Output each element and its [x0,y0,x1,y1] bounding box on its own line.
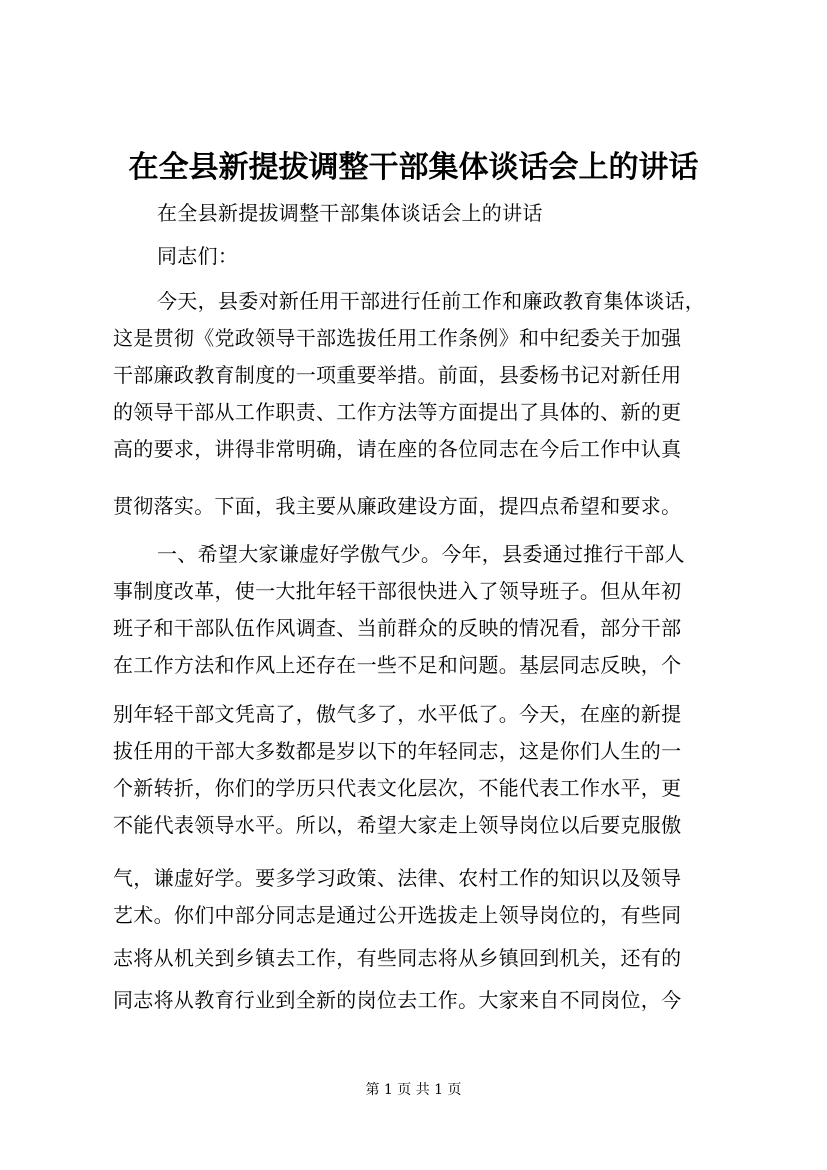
document-title: 在全县新提拔调整干部集体谈话会上的讲话 [128,150,699,185]
body-line: 艺术。你们中部分同志是通过公开选拔走上领导岗位的，有些同 [113,903,682,927]
body-line: 一、希望大家谦虚好学傲气少。今年，县委通过推行干部人 [157,542,685,566]
salutation-line: 同志们： [157,244,239,268]
body-line: 班子和干部队伍作风调查、当前群众的反映的情况看，部分干部 [113,616,682,640]
page-number-footer: 第 1 页 共 1 页 [365,1082,462,1098]
body-line: 在工作方法和作风上还存在一些不足和问题。基层同志反映，个 [113,653,682,677]
body-line: 别年轻干部文凭高了，傲气多了，水平低了。今天，在座的新提 [113,702,682,726]
body-line: 志将从机关到乡镇去工作，有些同志将从乡镇回到机关，还有的 [113,946,682,970]
body-line: 的领导干部从工作职责、工作方法等方面提出了具体的、新的更 [113,400,682,424]
body-line: 今天，县委对新任用干部进行任前工作和廉政教育集体谈话， [157,289,706,313]
body-line: 个新转折，你们的学历只代表文化层次，不能代表工作水平，更 [113,776,682,800]
body-line: 拔任用的干部大多数都是岁以下的年轻同志，这是你们人生的一 [113,739,682,763]
body-line: 不能代表领导水平。所以，希望大家走上领导岗位以后要克服傲 [113,813,682,837]
body-line: 干部廉政教育制度的一项重要举措。前面，县委杨书记对新任用 [113,363,682,387]
body-line: 这是贯彻《党政领导干部选拔任用工作条例》和中纪委关于加强 [113,326,682,350]
body-line: 气，谦虚好学。要多学习政策、法律、农村工作的知识以及领导 [113,866,682,890]
body-line: 贯彻落实。下面，我主要从廉政建设方面，提四点希望和要求。 [113,494,682,518]
subtitle-line: 在全县新提拔调整干部集体谈话会上的讲话 [157,201,543,225]
body-line: 高的要求，讲得非常明确，请在座的各位同志在今后工作中认真 [113,437,682,461]
body-line: 事制度改革，使一大批年轻干部很快进入了领导班子。但从年初 [113,579,682,603]
body-line: 同志将从教育行业到全新的岗位去工作。大家来自不同岗位，今 [113,988,682,1012]
